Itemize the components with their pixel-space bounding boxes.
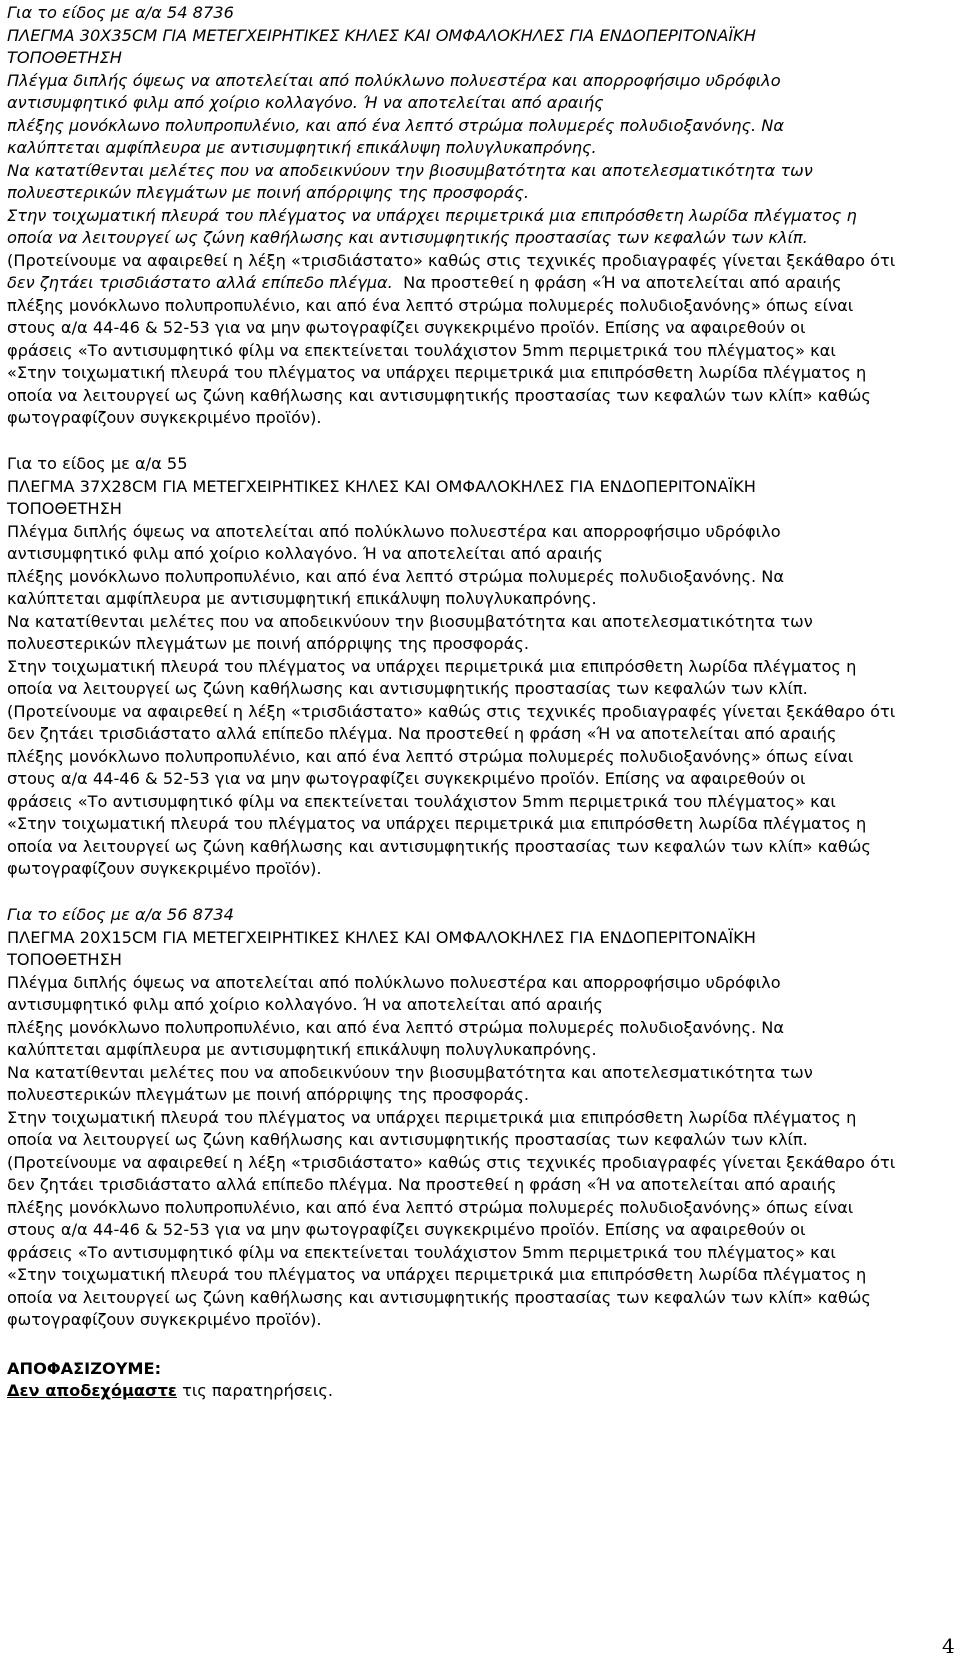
paragraph-line — [7, 836, 947, 859]
line-text: δεν ζητάει τρισδιάστατο αλλά επίπεδο πλέγμα. Να προστεθεί η φράση «Ή να αποτελείται από αραιής — [7, 724, 837, 743]
paragraph-line — [7, 295, 947, 318]
line-text: ΠΛΕΓΜΑ 20Χ15CM ΓΙΑ ΜΕΤΕΓΧΕΙΡΗΤΙΚΕΣ ΚΗΛΕΣ ΚΑΙ ΟΜΦΑΛΟΚΗΛΕΣ ΓΙΑ ΕΝΔΟΠΕΡΙΤΟΝΑΪΚΗ — [7, 927, 756, 947]
line-text: Για το είδος με α/α 55 — [7, 454, 188, 473]
paragraph-line — [7, 791, 947, 814]
line-text: οποία να λειτουργεί ως ζώνη καθήλωσης και αντισυμφητικής προστασίας των κεφαλών των κλίπ» καθώς — [7, 836, 871, 856]
paragraph-line — [7, 47, 947, 70]
paragraph-line — [7, 858, 947, 881]
line-text: Πλέγμα διπλής όψεως να αποτελείται από πολύκλωνο πολυεστέρα και απορροφήσιμο υδρόφιλο — [7, 70, 781, 90]
paragraph-line — [7, 1062, 947, 1085]
line-text: καλύπτεται αμφίπλευρα με αντισυμφητική επικάλυψη πολυγλυκαπρόνης. — [7, 589, 597, 608]
line-text: Πλέγμα διπλής όψεως να αποτελείται από πολύκλωνο πολυεστέρα και απορροφήσιμο υδρόφιλο — [7, 521, 781, 541]
item-section — [7, 453, 947, 881]
line-text: πλέξης μονόκλωνο πολυπροπυλένιο, και από ένα λεπτό στρώμα πολυμερές πολυδιοξανόνης» όπως είναι — [7, 1197, 854, 1217]
line-text: Στην τοιχωματική πλευρά του πλέγματος να υπάρχει περιμετρικά μια επιπρόσθετη λωρίδα πλέγματος η — [7, 656, 857, 676]
line-text: πολυεστερικών πλεγμάτων με ποινή απόρριψης της προσφοράς. — [7, 634, 529, 653]
paragraph-line — [7, 633, 947, 656]
paragraph-line — [7, 656, 947, 679]
line-text: φωτογραφίζουν συγκεκριμένο προϊόν). — [7, 859, 322, 878]
decision-rest-text: τις παρατηρήσεις. — [176, 1381, 333, 1400]
paragraph-line — [7, 407, 947, 430]
paragraph-line — [7, 362, 947, 385]
line-text: Για το είδος με α/α 56 8734 — [7, 905, 234, 924]
line-text: στους α/α 44-46 & 52-53 για να μην φωτογραφίζει συγκεκριμένο προϊόν. Επίσης να αφαιρεθούν οι — [7, 1220, 806, 1239]
paragraph-line — [7, 340, 947, 363]
line-text: οποία να λειτουργεί ως ζώνη καθήλωσης και αντισυμφητικής προστασίας των κεφαλών των κλίπ. — [7, 228, 808, 247]
line-text: πλέξης μονόκλωνο πολυπροπυλένιο, και από ένα λεπτό στρώμα πολυμερές πολυδιοξανόνης» όπως είναι — [7, 746, 854, 766]
paragraph-line — [7, 813, 947, 836]
line-text: οποία να λειτουργεί ως ζώνη καθήλωσης και αντισυμφητικής προστασίας των κεφαλών των κλίπ. — [7, 1130, 808, 1149]
line-text: οποία να λειτουργεί ως ζώνη καθήλωσης και αντισυμφητικής προστασίας των κεφαλών των κλίπ. — [7, 679, 808, 698]
paragraph-line — [7, 1197, 947, 1220]
paragraph-line — [7, 1129, 947, 1152]
line-text: φράσεις «Το αντισυμφητικό φίλμ να επεκτείνεται τουλάχιστον 5mm περιμετρικά του πλέγματος» και — [7, 1242, 836, 1262]
paragraph-line — [7, 1017, 947, 1040]
item-section — [7, 2, 947, 430]
paragraph-line — [7, 250, 947, 273]
line-text: Για το είδος με α/α 54 8736 — [7, 3, 234, 22]
line-text: οποία να λειτουργεί ως ζώνη καθήλωσης και αντισυμφητικής προστασίας των κεφαλών των κλίπ» καθώς — [7, 1287, 871, 1307]
line-text: Να κατατίθενται μελέτες που να αποδεικνύουν την βιοσυμβατότητα και αποτελεσματικότητα των — [7, 1062, 813, 1082]
section-spacer — [7, 430, 947, 454]
line-text: δεν ζητάει τρισδιάστατο αλλά επίπεδο πλέγμα. — [7, 273, 393, 292]
line-text: (Προτείνουμε να αφαιρεθεί η λέξη «τρισδιάστατο» καθώς στις τεχνικές προδιαγραφές γίνεται ξεκάθαρο ότι — [7, 250, 896, 270]
decision-statement — [7, 1380, 947, 1403]
paragraph-line — [7, 1084, 947, 1107]
line-text: αντισυμφητικό φιλμ από χοίριο κολλαγόνο. Ή να αποτελείται από αραιής — [7, 93, 604, 112]
line-text: φωτογραφίζουν συγκεκριμένο προϊόν). — [7, 408, 322, 427]
paragraph-line — [7, 768, 947, 791]
paragraph-line — [7, 25, 947, 48]
line-text: οποία να λειτουργεί ως ζώνη καθήλωσης και αντισυμφητικής προστασίας των κεφαλών των κλίπ» καθώς — [7, 385, 871, 405]
paragraph-line — [7, 227, 947, 250]
line-text: Πλέγμα διπλής όψεως να αποτελείται από πολύκλωνο πολυεστέρα και απορροφήσιμο υδρόφιλο — [7, 972, 781, 992]
line-text: ΠΛΕΓΜΑ 30Χ35CM ΓΙΑ ΜΕΤΕΓΧΕΙΡΗΤΙΚΕΣ ΚΗΛΕΣ ΚΑΙ ΟΜΦΑΛΟΚΗΛΕΣ ΓΙΑ ΕΝΔΟΠΕΡΙΤΟΝΑΪΚΗ — [7, 25, 756, 45]
line-text: πολυεστερικών πλεγμάτων με ποινή απόρριψης της προσφοράς. — [7, 183, 529, 202]
line-text: «Στην τοιχωματική πλευρά του πλέγματος να υπάρχει περιμετρικά μια επιπρόσθετη λωρίδα πλέγματος η — [7, 1265, 867, 1284]
line-text: πλέξης μονόκλωνο πολυπροπυλένιο, και από ένα λεπτό στρώμα πολυμερές πολυδιοξανόνης. Να — [7, 566, 785, 586]
paragraph-line — [7, 611, 947, 634]
paragraph-line — [7, 2, 947, 25]
line-text: (Προτείνουμε να αφαιρεθεί η λέξη «τρισδιάστατο» καθώς στις τεχνικές προδιαγραφές γίνεται ξεκάθαρο ότι — [7, 701, 896, 721]
line-text: ΠΛΕΓΜΑ 37Χ28CM ΓΙΑ ΜΕΤΕΓΧΕΙΡΗΤΙΚΕΣ ΚΗΛΕΣ ΚΑΙ ΟΜΦΑΛΟΚΗΛΕΣ ΓΙΑ ΕΝΔΟΠΕΡΙΤΟΝΑΪΚΗ — [7, 476, 756, 496]
line-text: πλέξης μονόκλωνο πολυπροπυλένιο, και από ένα λεπτό στρώμα πολυμερές πολυδιοξανόνης. Να — [7, 115, 785, 135]
line-text: Να κατατίθενται μελέτες που να αποδεικνύουν την βιοσυμβατότητα και αποτελεσματικότητα των — [7, 611, 813, 631]
line-text: Να κατατίθενται μελέτες που να αποδεικνύουν την βιοσυμβατότητα και αποτελεσματικότητα των — [7, 160, 813, 180]
paragraph-line — [7, 701, 947, 724]
line-text: πολυεστερικών πλεγμάτων με ποινή απόρριψης της προσφοράς. — [7, 1085, 529, 1104]
paragraph-line — [7, 70, 947, 93]
paragraph-line — [7, 1242, 947, 1265]
line-text: ΤΟΠΟΘΕΤΗΣΗ — [7, 499, 122, 518]
paragraph-line — [7, 272, 947, 295]
line-text: στους α/α 44-46 & 52-53 για να μην φωτογραφίζει συγκεκριμένο προϊόν. Επίσης να αφαιρεθούν οι — [7, 318, 806, 337]
line-text: καλύπτεται αμφίπλευρα με αντισυμφητική επικάλυψη πολυγλυκαπρόνης. — [7, 138, 597, 157]
line-text: φράσεις «Το αντισυμφητικό φίλμ να επεκτείνεται τουλάχιστον 5mm περιμετρικά του πλέγματος» και — [7, 340, 836, 360]
paragraph-line — [7, 1039, 947, 1062]
item-sections — [7, 2, 947, 1332]
page-number: 4 — [942, 1634, 955, 1658]
paragraph-line — [7, 385, 947, 408]
paragraph-line — [7, 317, 947, 340]
line-text-continuation: Να προστεθεί η φράση «Ή να αποτελείται από αραιής — [392, 273, 842, 292]
paragraph-line — [7, 205, 947, 228]
paragraph-line — [7, 904, 947, 927]
line-text: πλέξης μονόκλωνο πολυπροπυλένιο, και από ένα λεπτό στρώμα πολυμερές πολυδιοξανόνης. Να — [7, 1017, 785, 1037]
paragraph-line — [7, 949, 947, 972]
decision-bold-text: Δεν αποδεχόμαστε — [7, 1381, 177, 1400]
paragraph-line — [7, 746, 947, 769]
paragraph-line — [7, 115, 947, 138]
line-text: δεν ζητάει τρισδιάστατο αλλά επίπεδο πλέγμα. Να προστεθεί η φράση «Ή να αποτελείται από αραιής — [7, 1175, 837, 1194]
line-text: αντισυμφητικό φιλμ από χοίριο κολλαγόνο. Ή να αποτελείται από αραιής — [7, 995, 603, 1014]
paragraph-line — [7, 588, 947, 611]
paragraph-line — [7, 1264, 947, 1287]
paragraph-line — [7, 972, 947, 995]
paragraph-line — [7, 723, 947, 746]
paragraph-line — [7, 1219, 947, 1242]
paragraph-line — [7, 543, 947, 566]
paragraph-line — [7, 476, 947, 499]
paragraph-line — [7, 92, 947, 115]
paragraph-line — [7, 1287, 947, 1310]
paragraph-line — [7, 1152, 947, 1175]
decision-heading: ΑΠΟΦΑΣΙΖΟΥΜΕ: — [7, 1358, 162, 1378]
line-text: καλύπτεται αμφίπλευρα με αντισυμφητική επικάλυψη πολυγλυκαπρόνης. — [7, 1040, 597, 1059]
line-text: στους α/α 44-46 & 52-53 για να μην φωτογραφίζει συγκεκριμένο προϊόν. Επίσης να αφαιρεθούν οι — [7, 769, 806, 788]
line-text: ΤΟΠΟΘΕΤΗΣΗ — [7, 48, 122, 67]
paragraph-line — [7, 160, 947, 183]
paragraph-line — [7, 1174, 947, 1197]
paragraph-line — [7, 927, 947, 950]
line-text: πλέξης μονόκλωνο πολυπροπυλένιο, και από ένα λεπτό στρώμα πολυμερές πολυδιοξανόνης» όπως είναι — [7, 295, 854, 315]
line-text: «Στην τοιχωματική πλευρά του πλέγματος να υπάρχει περιμετρικά μια επιπρόσθετη λωρίδα πλέγματος η — [7, 363, 867, 382]
paragraph-line — [7, 521, 947, 544]
section-spacer — [7, 881, 947, 905]
paragraph-line — [7, 1107, 947, 1130]
paragraph-line — [7, 1309, 947, 1332]
item-section — [7, 904, 947, 1332]
line-text: (Προτείνουμε να αφαιρεθεί η λέξη «τρισδιάστατο» καθώς στις τεχνικές προδιαγραφές γίνεται ξεκάθαρο ότι — [7, 1152, 896, 1172]
line-text: Στην τοιχωματική πλευρά του πλέγματος να υπάρχει περιμετρικά μια επιπρόσθετη λωρίδα πλέγματος η — [7, 205, 857, 225]
paragraph-line — [7, 566, 947, 589]
line-text: ΤΟΠΟΘΕΤΗΣΗ — [7, 950, 122, 969]
paragraph-line — [7, 678, 947, 701]
line-text: φωτογραφίζουν συγκεκριμένο προϊόν). — [7, 1310, 322, 1329]
document-body — [7, 2, 947, 1403]
line-text: αντισυμφητικό φιλμ από χοίριο κολλαγόνο. Ή να αποτελείται από αραιής — [7, 544, 603, 563]
paragraph-line — [7, 453, 947, 476]
paragraph-line — [7, 994, 947, 1017]
paragraph-line — [7, 498, 947, 521]
line-text: «Στην τοιχωματική πλευρά του πλέγματος να υπάρχει περιμετρικά μια επιπρόσθετη λωρίδα πλέγματος η — [7, 814, 867, 833]
line-text: Στην τοιχωματική πλευρά του πλέγματος να υπάρχει περιμετρικά μια επιπρόσθετη λωρίδα πλέγματος η — [7, 1107, 857, 1127]
paragraph-line — [7, 137, 947, 160]
paragraph-line — [7, 182, 947, 205]
line-text: φράσεις «Το αντισυμφητικό φίλμ να επεκτείνεται τουλάχιστον 5mm περιμετρικά του πλέγματος» και — [7, 791, 836, 811]
